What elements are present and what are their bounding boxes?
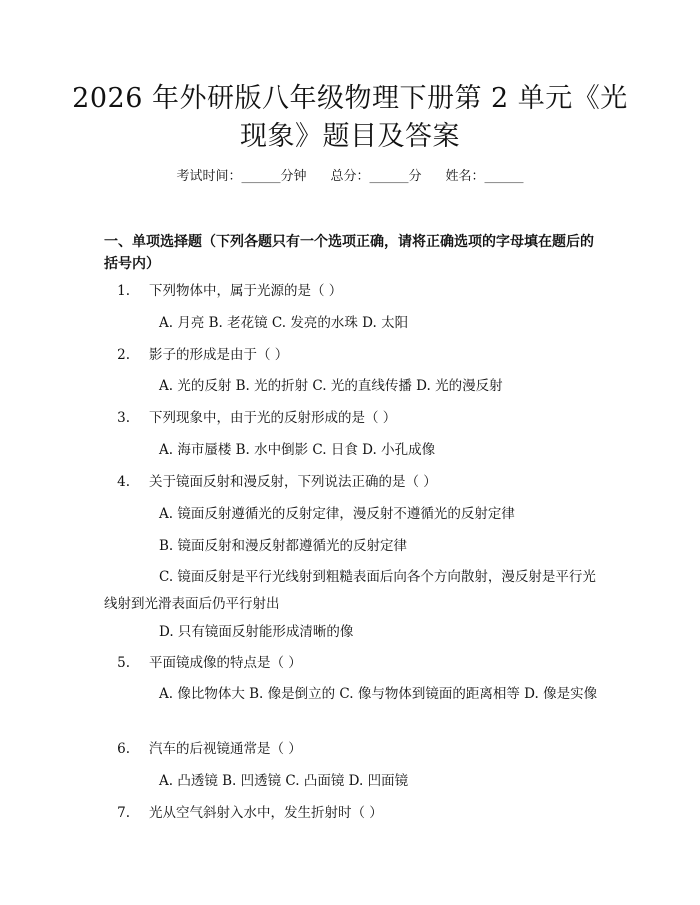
question-2 [104, 345, 288, 365]
student-name-field: 姓名：______ [445, 169, 524, 184]
exam-time-field: 考试时间：______分钟 [176, 169, 307, 184]
question-number: 1. [117, 283, 130, 299]
question-4-option-a: A. 镜面反射遵循光的反射定律，漫反射不遵循光的反射定律 [159, 506, 515, 522]
question-number: 5. [117, 655, 130, 671]
question-stem: 影子的形成是由于（ ） [149, 347, 289, 363]
question-1 [104, 281, 342, 301]
question-stem: 汽车的后视镜通常是（ ） [149, 741, 302, 757]
question-1-options: A. 月亮 B. 老花镜 C. 发亮的水珠 D. 太阳 [159, 315, 409, 331]
question-stem: 下列物体中，属于光源的是（ ） [149, 283, 343, 299]
exam-title-line-1: 2026 年外研版八年级物理下册第 2 单元《光 [72, 83, 628, 114]
question-stem: 关于镜面反射和漫反射，下列说法正确的是（ ） [149, 474, 437, 490]
section-title: 一、单项选择题（下列各题只有一个选项正确，请将正确选项的字母填在题后的括号内） [104, 234, 594, 272]
question-number: 6. [117, 741, 130, 757]
question-number: 4. [117, 474, 130, 490]
total-score-field: 总分：______分 [330, 169, 422, 184]
question-4-option-c: C. 镜面反射是平行光线射到粗糙表面后向各个方向散射，漫反射是平行光线射到光滑表面后仍平行射出 [104, 569, 596, 612]
question-3 [104, 408, 396, 428]
question-number: 3. [117, 410, 130, 426]
question-6 [104, 739, 302, 759]
question-stem: 平面镜成像的特点是（ ） [149, 655, 302, 671]
question-stem: 光从空气斜射入水中，发生折射时（ ） [149, 805, 383, 821]
exam-title-line-2: 现象》题目及答案 [240, 121, 460, 152]
question-2-options: A. 光的反射 B. 光的折射 C. 光的直线传播 D. 光的漫反射 [159, 378, 503, 394]
question-5 [104, 653, 302, 673]
question-6-options: A. 凸透镜 B. 凹透镜 C. 凸面镜 D. 凹面镜 [159, 773, 409, 789]
question-4-option-b: B. 镜面反射和漫反射都遵循光的反射定律 [159, 538, 408, 554]
question-4-option-d: D. 只有镜面反射能形成清晰的像 [159, 624, 354, 640]
exam-meta [0, 168, 700, 186]
question-stem: 下列现象中，由于光的反射形成的是（ ） [149, 410, 397, 426]
question-5-options: A. 像比物体大 B. 像是倒立的 C. 像与物体到镜面的距离相等 D. 像是实像 [159, 686, 598, 702]
question-3-options: A. 海市蜃楼 B. 水中倒影 C. 日食 D. 小孔成像 [159, 442, 436, 458]
question-7 [104, 803, 383, 823]
question-number: 7. [117, 805, 130, 821]
question-4 [104, 472, 437, 492]
question-number: 2. [117, 347, 130, 363]
